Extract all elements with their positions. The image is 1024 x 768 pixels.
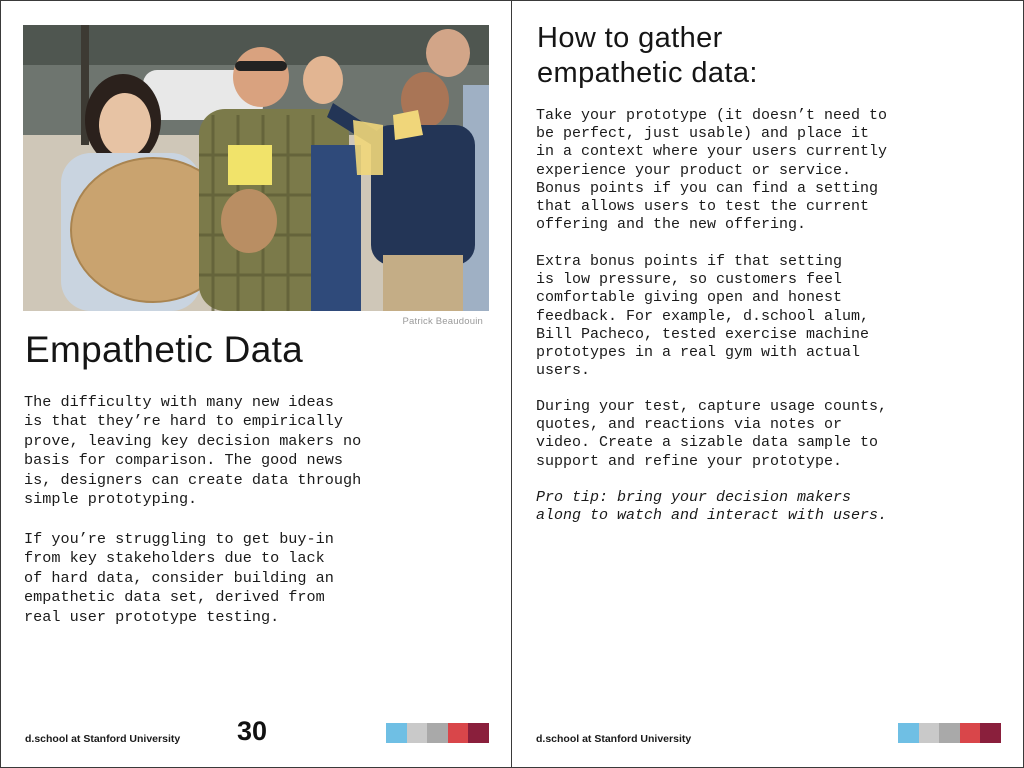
swatch-blue: [898, 723, 919, 743]
swatch-blue: [386, 723, 407, 743]
photo-illustration: [23, 25, 489, 311]
page-title: Empathetic Data: [25, 329, 304, 370]
bonus-paragraph: Extra bonus points if that setting is low pressure, so customers feel comfortable giving open and honest feedback. For example, d.school alum, Bill Pacheco, tested exercise machine prototypes in a real gym with actual users.: [536, 253, 870, 380]
workshop-photo: [23, 25, 489, 327]
buy-in-paragraph: If you’re struggling to get buy-in from key stakeholders due to lack of hard data, consider building an empathetic data set, derived from real user prototype testing.: [24, 530, 334, 626]
photo-credit: Patrick Beaudouin: [402, 316, 483, 327]
footer-label: d.school at Stanford University: [536, 733, 692, 745]
color-swatches: [898, 723, 1001, 743]
swatch-gray: [427, 723, 448, 743]
page-number: 30: [237, 716, 268, 746]
section-title: How to gather empathetic data:: [537, 22, 758, 89]
swatch-maroon: [468, 723, 489, 743]
swatch-red: [960, 723, 981, 743]
pro-tip: Pro tip: bring your decision makers along to watch and interact with users.: [536, 489, 888, 525]
intro-paragraph: The difficulty with many new ideas is that they’re hard to empirically prove, leaving key decision makers no basis for comparison. The good news is, designers can create data through simple prototyping.: [24, 393, 362, 509]
swatch-light-gray: [919, 723, 940, 743]
swatch-maroon: [980, 723, 1001, 743]
footer-label: d.school at Stanford University: [25, 733, 181, 745]
swatch-light-gray: [407, 723, 428, 743]
swatch-red: [448, 723, 469, 743]
color-swatches: [386, 723, 489, 743]
swatch-gray: [939, 723, 960, 743]
right-page: [512, 0, 1024, 768]
capture-paragraph: During your test, capture usage counts, quotes, and reactions via notes or video. Create a sizable data sample to support and refine your prototype.: [536, 398, 888, 470]
prototype-paragraph: Take your prototype (it doesn’t need to be perfect, just usable) and place it in a context where your users currently experience your product or service. Bonus points if you can find a setting that allows users to test the current offering and the new offering.: [536, 107, 888, 234]
